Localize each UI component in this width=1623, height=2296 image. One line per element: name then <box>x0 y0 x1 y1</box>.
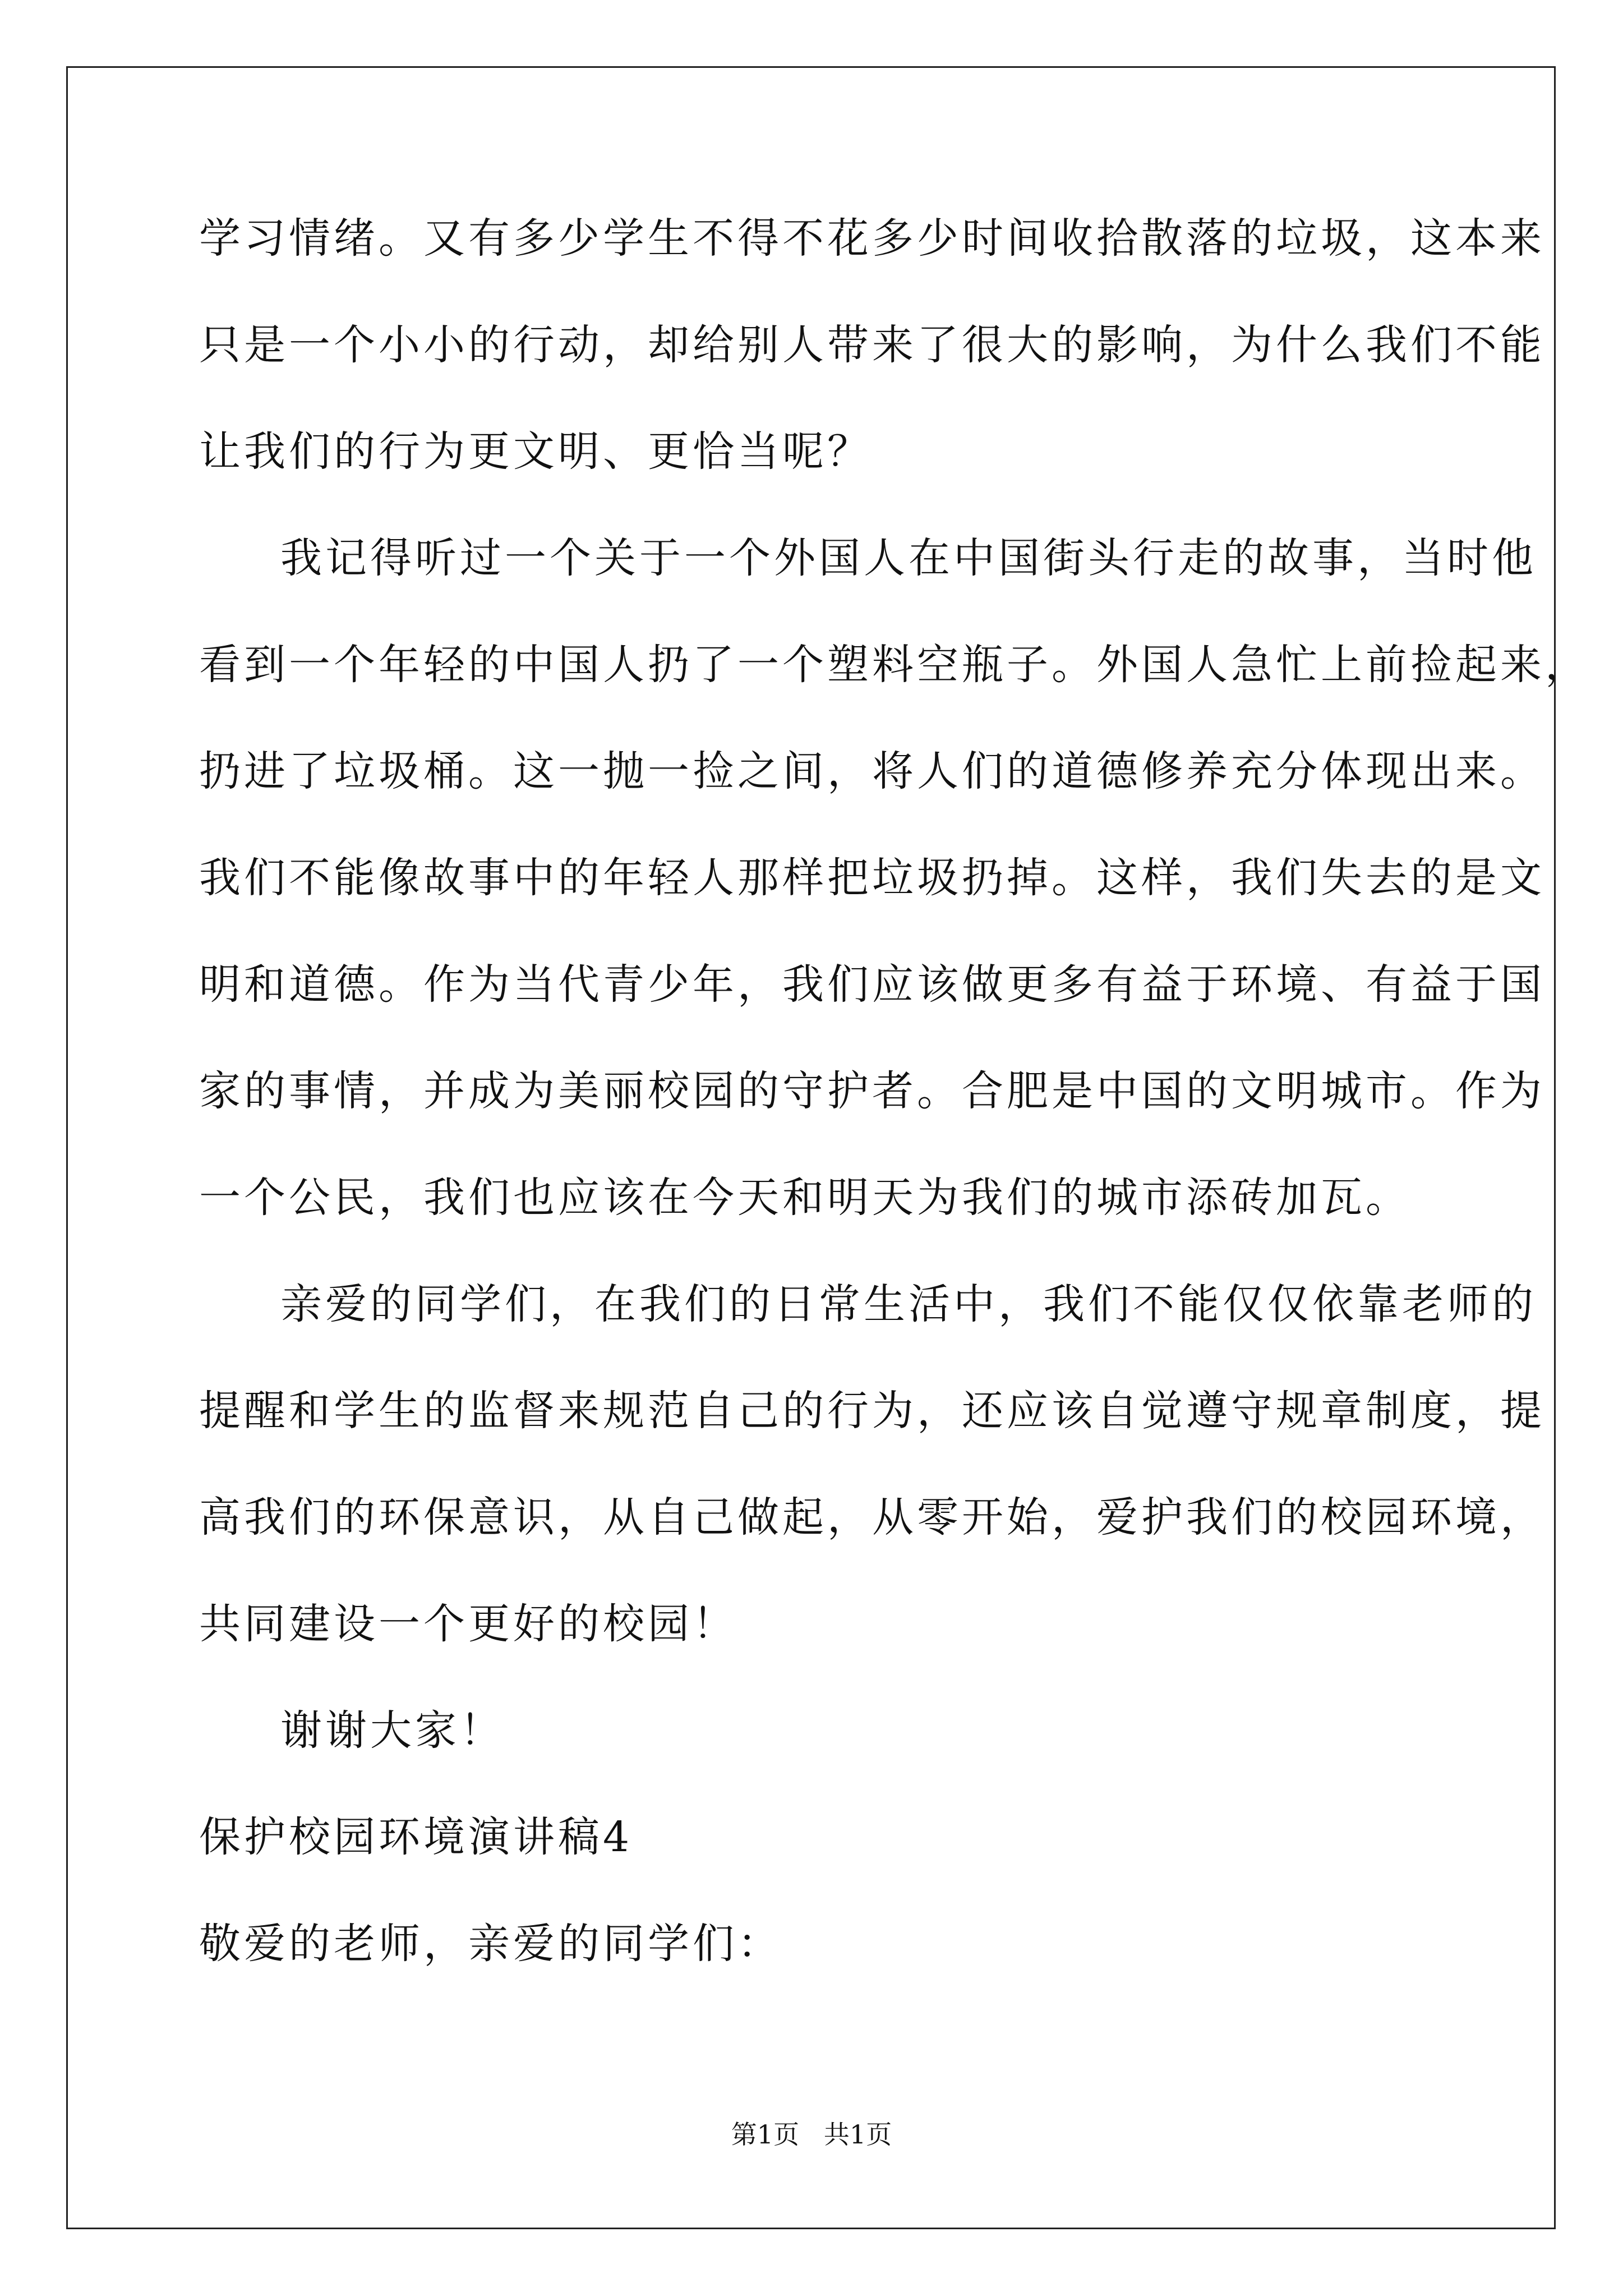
text-line: 高我们的环保意识，从自己做起，从零开始，爱护我们的校园环境， <box>199 1493 1545 1542</box>
text-line: 看到一个年轻的中国人扔了一个塑料空瓶子。外国人急忙上前捡起来， <box>199 641 1590 689</box>
text-line: 让我们的行为更文明、更恰当呢？ <box>199 427 872 476</box>
text-line: 提醒和学生的监督来规范自己的行为，还应该自觉遵守规章制度，提 <box>199 1387 1545 1435</box>
section-heading: 保护校园环境演讲稿4 <box>199 1813 633 1861</box>
paragraph-first-line: 我记得听过一个关于一个外国人在中国街头行走的故事，当时他 <box>280 534 1537 582</box>
text-line: 明和道德。作为当代青少年，我们应该做更多有益于环境、有益于国 <box>199 960 1545 1009</box>
text-line: 扔进了垃圾桶。这一抛一捡之间，将人们的道德修养充分体现出来。 <box>199 747 1545 795</box>
text-line: 我们不能像故事中的年轻人那样把垃圾扔掉。这样，我们失去的是文 <box>199 854 1545 902</box>
page-border <box>66 66 1556 2229</box>
page-footer: 第1页 共1页 <box>731 2119 892 2150</box>
paragraph-first-line: 亲爱的同学们，在我们的日常生活中，我们不能仅仅依靠老师的 <box>280 1280 1537 1328</box>
text-line: 一个公民，我们也应该在今天和明天为我们的城市添砖加瓦。 <box>199 1174 1410 1222</box>
closing-line: 谢谢大家！ <box>280 1706 505 1755</box>
text-line: 共同建设一个更好的校园！ <box>199 1600 737 1648</box>
salutation: 敬爱的老师，亲爱的同学们： <box>199 1920 782 1968</box>
text-line: 家的事情，并成为美丽校园的守护者。合肥是中国的文明城市。作为 <box>199 1067 1545 1115</box>
text-line: 学习情绪。又有多少学生不得不花多少时间收拾散落的垃圾，这本来 <box>199 214 1545 263</box>
text-line: 只是一个小小的行动，却给别人带来了很大的影响，为什么我们不能 <box>199 321 1545 369</box>
